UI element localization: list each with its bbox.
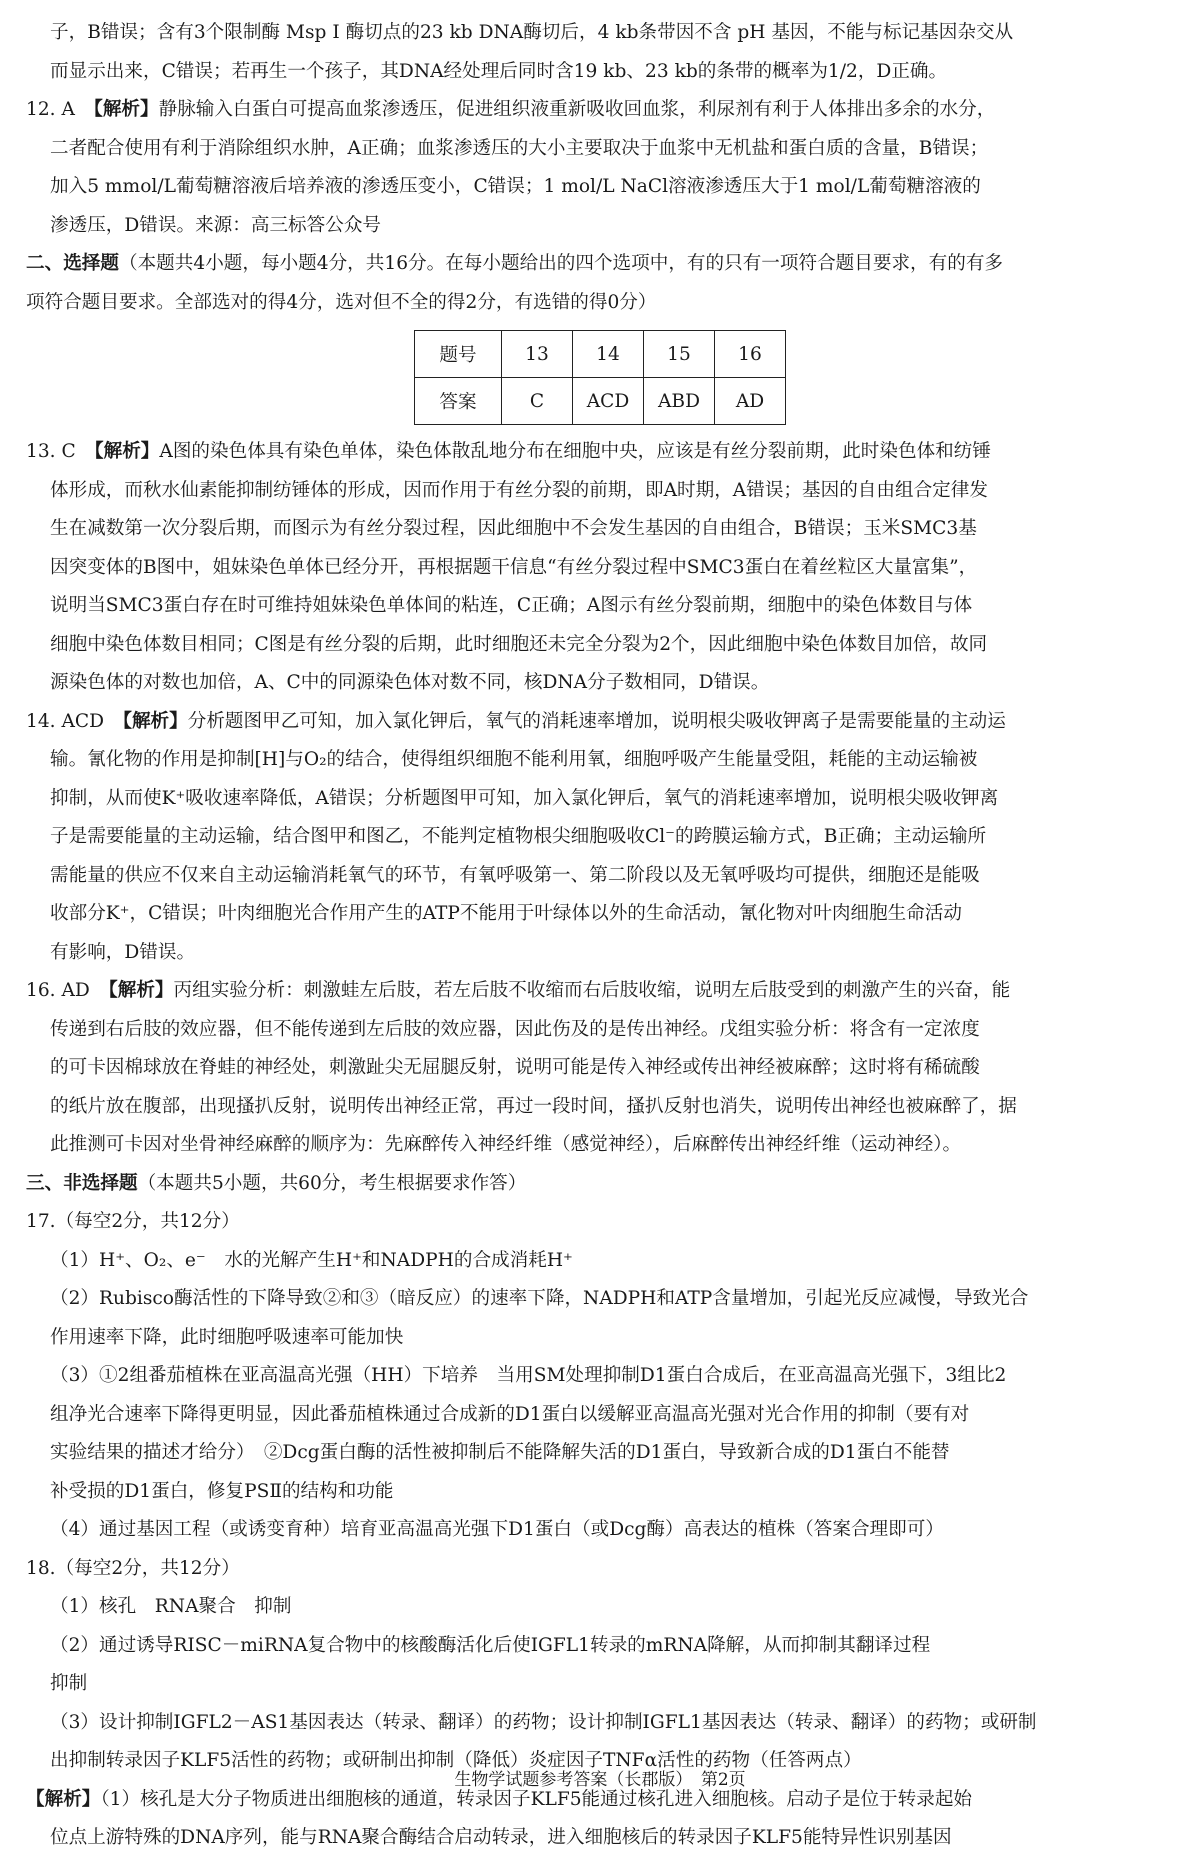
question-16 bbox=[26, 972, 1174, 1011]
table-cell: ACD bbox=[573, 378, 644, 425]
table-cell: 答案 bbox=[415, 378, 502, 425]
analysis-tag: 【解析】 bbox=[94, 441, 160, 462]
section-3-header bbox=[26, 1165, 1174, 1204]
text-line: 有影响，D错误。 bbox=[50, 941, 196, 963]
question-13 bbox=[26, 433, 1174, 472]
question-14 bbox=[26, 703, 1174, 742]
text-line: 抑制，从而使K⁺吸收速率降低，A错误；分析题图甲可知，加入氯化钾后，氧气的消耗速率增加，说明根尖吸收钾离 bbox=[50, 787, 999, 809]
question-number: 16. AD bbox=[26, 980, 90, 1001]
text-line: 收部分K⁺，C错误；叶肉细胞光合作用产生的ATP不能用于叶绿体以外的生命活动，氰化物对叶肉细胞生命活动 bbox=[50, 903, 962, 924]
question-12 bbox=[26, 91, 1174, 130]
table-row bbox=[415, 331, 786, 378]
section-title: 三、非选择题 bbox=[26, 1172, 138, 1194]
table-cell: C bbox=[502, 378, 573, 425]
section-desc: （本题共4小题，每小题4分，共16分。在每小题给出的四个选项中，有的只有一项符合题目要求，有的有多 bbox=[118, 253, 1004, 274]
question-number: 14. ACD bbox=[26, 710, 105, 732]
text-line: 渗透压，D错误。来源：高三标答公众号 bbox=[50, 214, 382, 236]
answer-table bbox=[414, 330, 786, 425]
answer-line: （1）核孔 RNA聚合 抑制 bbox=[50, 1596, 292, 1617]
text-line: 的纸片放在腹部，出现搔扒反射，说明传出神经正常，再过一段时间，搔扒反射也消失，说明传出神经也被麻醉了，据 bbox=[50, 1095, 1017, 1117]
text-line: 而显示出来，C错误；若再生一个孩子，其DNA经处理后同时含19 kb、23 kb的条带的概率为1/2，D正确。 bbox=[50, 60, 948, 82]
section-title: 二、选择题 bbox=[26, 253, 119, 274]
answer-line: 抑制 bbox=[50, 1673, 88, 1694]
text-span: 静脉输入白蛋白可提高血浆渗透压，促进组织液重新吸收回血浆，利尿剂有利于人体排出多余的水分， bbox=[158, 99, 996, 120]
text-line: 的可卡因棉球放在脊蛙的神经处，刺激趾尖无屈腿反射，说明可能是传入神经或传出神经被麻醉；这时将有稀硫酸 bbox=[50, 1057, 980, 1078]
table-cell: ABD bbox=[644, 378, 715, 425]
text-line: 需能量的供应不仅来自主动运输消耗氧气的环节，有氧呼吸第一、第二阶段以及无氧呼吸均可提供，细胞还是能吸 bbox=[50, 864, 980, 886]
text-line: 传递到右后肢的效应器，但不能传递到左后肢的效应器，因此伤及的是传出神经。戊组实验分析：将含有一定浓度 bbox=[50, 1018, 980, 1040]
answer-line: （2）Rubisco酶活性的下降导致②和③（暗反应）的速率下降，NADPH和ATP含量增加，引起光反应减慢，导致光合 bbox=[50, 1288, 1029, 1309]
table-row bbox=[415, 378, 786, 425]
question-number: 13. C bbox=[26, 441, 76, 462]
answer-line: 实验结果的描述才给分） ②Dcg蛋白酶的活性被抑制后不能降解失活的D1蛋白，导致新合成的D1蛋白不能替 bbox=[50, 1442, 950, 1463]
text-span: A图的染色体具有染色单体，染色体散乱地分布在细胞中央，应该是有丝分裂前期，此时染色体和纺锤 bbox=[159, 441, 991, 462]
analysis-tag: 【解析】 bbox=[108, 980, 174, 1001]
table-cell: 题号 bbox=[415, 331, 502, 378]
text-line: 子，B错误；含有3个限制酶 Msp Ⅰ 酶切点的23 kb DNA酶切后，4 kb条带因不含 pH 基因，不能与标记基因杂交从 bbox=[50, 22, 1014, 43]
answer-line: 作用速率下降，此时细胞呼吸速率可能加快 bbox=[50, 1326, 404, 1348]
table-cell: 15 bbox=[644, 331, 715, 378]
analysis-tag: 【解析】 bbox=[93, 99, 159, 120]
text-line: 位点上游特殊的DNA序列，能与RNA聚合酶结合启动转录，进入细胞核后的转录因子KLF5能特异性识别基因 bbox=[50, 1827, 952, 1848]
table-cell: AD bbox=[715, 378, 786, 425]
answer-line: （4）通过基因工程（或诱变育种）培育亚高温高光强下D1蛋白（或Dcg酶）高表达的植株（答案合理即可） bbox=[50, 1519, 944, 1540]
text-line: 此推测可卡因对坐骨神经麻醉的顺序为：先麻醉传入神经纤维（感觉神经），后麻醉传出神经纤维（运动神经）。 bbox=[50, 1134, 962, 1155]
text-line: 生在减数第一次分裂后期，而图示为有丝分裂过程，因此细胞中不会发生基因的自由组合，B错误；玉米SMC3基 bbox=[50, 518, 977, 539]
analysis-tag: 【解析】 bbox=[26, 1788, 101, 1810]
text-line: 因突变体的B图中，姐妹染色单体已经分开，再根据题干信息“有丝分裂过程中SMC3蛋白在着丝粒区大量富集”， bbox=[50, 556, 978, 578]
text-line: 细胞中染色体数目相同；C图是有丝分裂的后期，此时细胞还未完全分裂为2个，因此细胞中染色体数目加倍，故同 bbox=[50, 633, 988, 655]
text-line: 子是需要能量的主动运输，结合图甲和图乙，不能判定植物根尖细胞吸收Cl⁻的跨膜运输方式，B正确；主动运输所 bbox=[50, 826, 987, 847]
section-desc: （本题共5小题，共60分，考生根据要求作答） bbox=[137, 1172, 527, 1194]
answer-line: （3）设计抑制IGFL2－AS1基因表达（转录、翻译）的药物；设计抑制IGFL1基因表达（转录、翻译）的药物；或研制 bbox=[50, 1711, 1037, 1733]
answer-line: 组净光合速率下降得更明显，因此番茄植株通过合成新的D1蛋白以缓解亚高温高光强对光合作用的抑制（要有对 bbox=[50, 1403, 970, 1425]
text-span: （1）核孔是大分子物质进出细胞核的通道，转录因子KLF5能通过核孔进入细胞核。启动子是位于转录起始 bbox=[100, 1788, 973, 1810]
answer-line: （3）①2组番茄植株在亚高温高光强（HH）下培养 当用SM处理抑制D1蛋白合成后，在亚高温高光强下，3组比2 bbox=[50, 1365, 1007, 1386]
question-18-head: 18.（每空2分，共12分） bbox=[26, 1557, 240, 1579]
text-line: 项符合题目要求。全部选对的得4分，选对但不全的得2分，有选错的得0分） bbox=[26, 291, 657, 313]
table-cell: 16 bbox=[715, 331, 786, 378]
section-2-header bbox=[26, 245, 1174, 284]
answer-line: 补受损的D1蛋白，修复PSⅡ的结构和功能 bbox=[50, 1480, 394, 1502]
question-number: 12. A bbox=[26, 99, 75, 120]
analysis-tag: 【解析】 bbox=[122, 710, 188, 732]
text-span: 丙组实验分析：刺激蛙左后肢，若左后肢不收缩而右后肢收缩，说明左后肢受到的刺激产生的兴奋，能 bbox=[173, 980, 1011, 1001]
answer-line: （1）H⁺、O₂、e⁻ 水的光解产生H⁺和NADPH的合成消耗H⁺ bbox=[50, 1249, 573, 1271]
text-line: 加入5 mmol/L葡萄糖溶液后培养液的渗透压变小，C错误；1 mol/L NaCl溶液渗透压大于1 mol/L葡萄糖溶液的 bbox=[50, 176, 981, 197]
text-line: 体形成，而秋水仙素能抑制纺锤体的形成，因而作用于有丝分裂的前期，即A时期，A错误；基因的自由组合定律发 bbox=[50, 479, 988, 501]
question-17-head: 17.（每空2分，共12分） bbox=[26, 1211, 240, 1232]
table-cell: 14 bbox=[573, 331, 644, 378]
answer-line: 出抑制转录因子KLF5活性的药物；或研制出抑制（降低）炎症因子TNFα活性的药物（任答两点） bbox=[50, 1750, 862, 1771]
text-line: 输。氰化物的作用是抑制[H]与O₂的结合，使得组织细胞不能利用氧，细胞呼吸产生能量受阻，耗能的主动运输被 bbox=[50, 749, 978, 770]
text-span: 分析题图甲乙可知，加入氯化钾后，氧气的消耗速率增加，说明根尖吸收钾离子是需要能量的主动运 bbox=[187, 710, 1006, 732]
answer-line: （2）通过诱导RISC－miRNA复合物中的核酸酶活化后使IGFL1转录的mRNA降解，从而抑制其翻译过程 bbox=[50, 1634, 931, 1656]
page-footer: 生物学试题参考答案（长郡版） 第2页 bbox=[454, 1770, 746, 1790]
text-line: 二者配合使用有利于消除组织水肿，A正确；血浆渗透压的大小主要取决于血浆中无机盐和蛋白质的含量，B错误； bbox=[50, 137, 989, 159]
table-cell: 13 bbox=[502, 331, 573, 378]
text-line: 源染色体的对数也加倍，A、C中的同源染色体对数不同，核DNA分子数相同，D错误。 bbox=[50, 672, 770, 693]
text-line: 说明当SMC3蛋白存在时可维持姐妹染色单体间的粘连，C正确；A图示有丝分裂前期，细胞中的染色体数目与体 bbox=[50, 595, 973, 616]
